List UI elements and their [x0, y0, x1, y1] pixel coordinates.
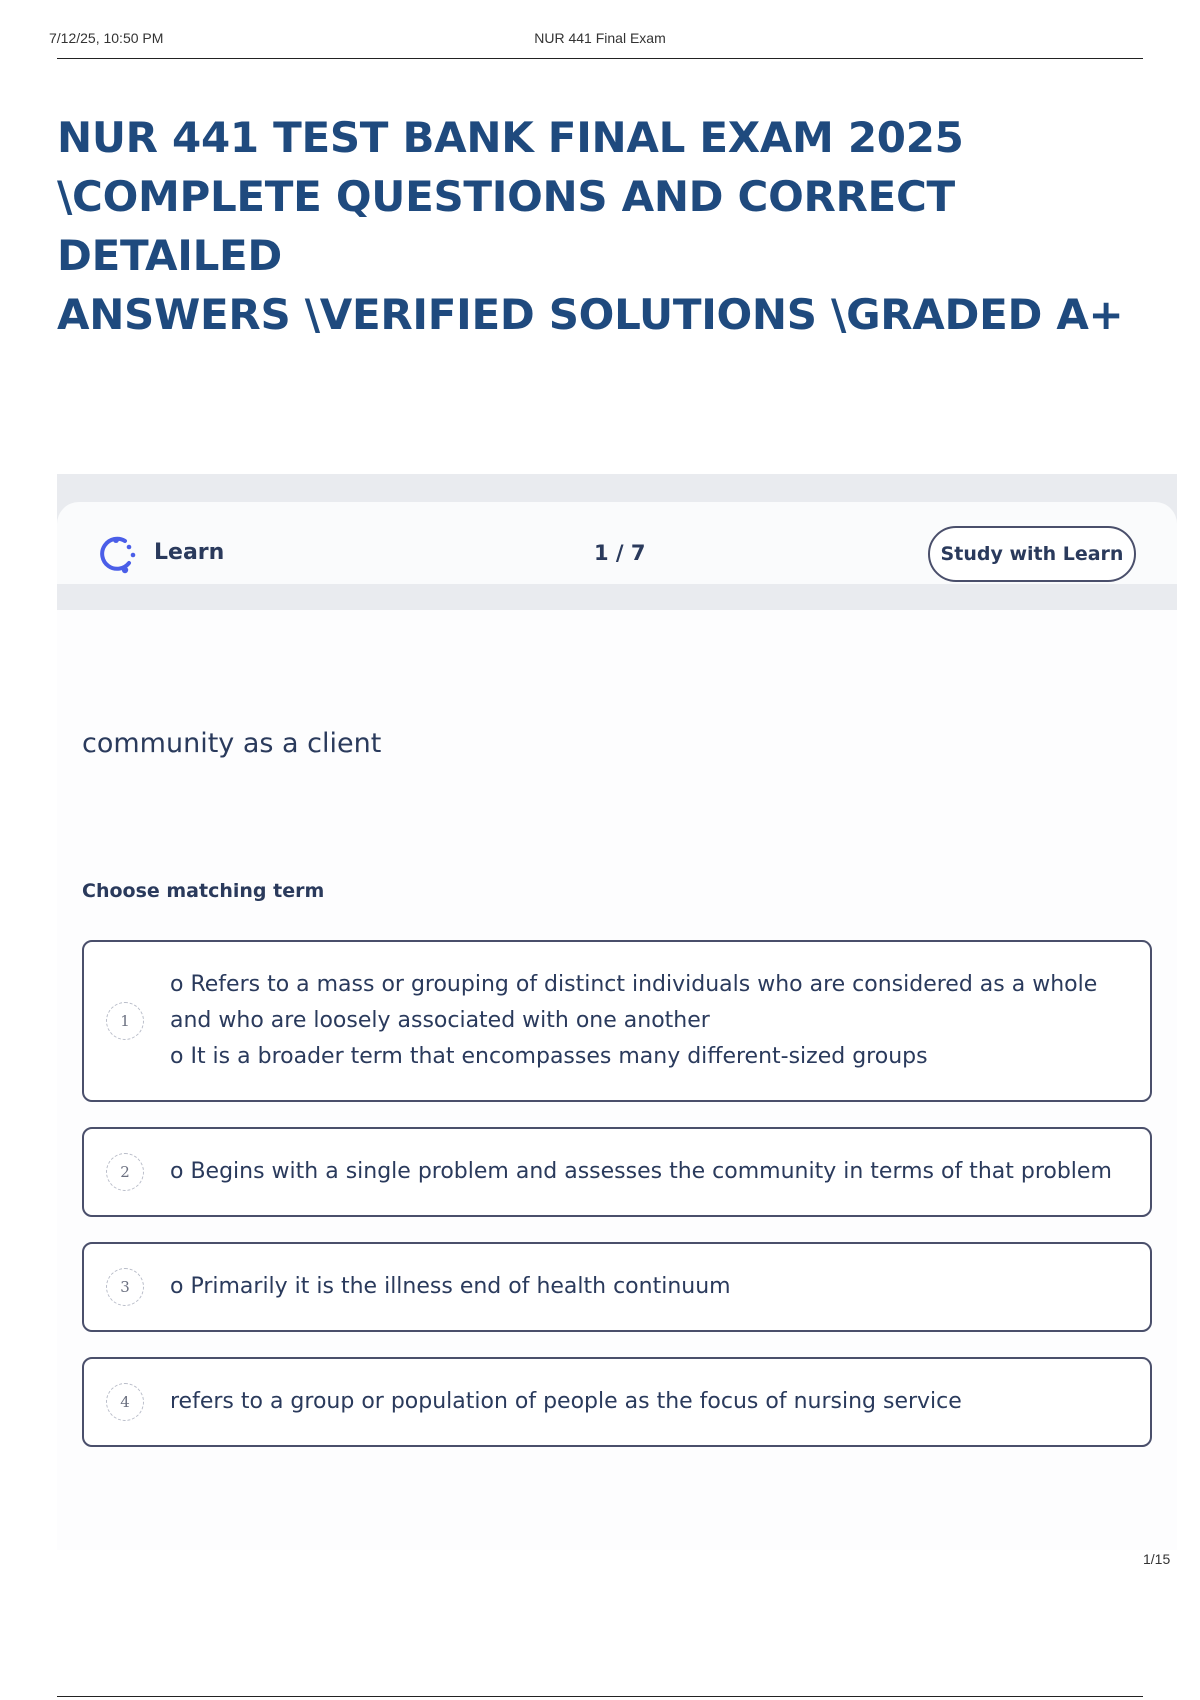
- page-title: [57, 108, 1157, 344]
- learn-loop-icon: [95, 533, 139, 577]
- answer-option-3[interactable]: [82, 1242, 1152, 1332]
- title-line-1: NUR 441 TEST BANK FINAL EXAM 2025: [57, 113, 964, 162]
- answer-option-4[interactable]: [82, 1357, 1152, 1447]
- question-prompt: community as a client: [82, 728, 382, 759]
- print-datetime: 7/12/25, 10:50 PM: [49, 30, 164, 46]
- study-with-learn-button[interactable]: Study with Learn: [928, 526, 1136, 582]
- option-text-line: o Primarily it is the illness end of health continuum: [170, 1274, 731, 1299]
- option-number-badge: 2: [106, 1153, 144, 1191]
- option-text: [170, 967, 1110, 1075]
- page-number: 1/15: [1143, 1551, 1171, 1567]
- option-text: [170, 1269, 1110, 1305]
- option-text: [170, 1154, 1110, 1190]
- answer-option-1[interactable]: [82, 940, 1152, 1102]
- option-text-line: o Begins with a single problem and assesses the community in terms of that problem: [170, 1159, 1112, 1184]
- footer-divider: [57, 1696, 1143, 1697]
- option-text-line: refers to a group or population of people as the focus of nursing service: [170, 1389, 962, 1414]
- question-instruction: Choose matching term: [82, 880, 325, 902]
- learn-label: Learn: [154, 540, 225, 565]
- option-number-badge: 4: [106, 1383, 144, 1421]
- option-text-line: o It is a broader term that encompasses many different-sized groups: [170, 1044, 928, 1069]
- answer-option-2[interactable]: [82, 1127, 1152, 1217]
- title-line-3: ANSWERS \VERIFIED SOLUTIONS \GRADED A+: [57, 290, 1124, 339]
- print-document-title: NUR 441 Final Exam: [534, 30, 666, 46]
- option-text-line: o Refers to a mass or grouping of distinct individuals who are considered as a whole: [170, 972, 1098, 997]
- option-number-badge: 3: [106, 1268, 144, 1306]
- progress-counter: 1 / 7: [594, 541, 646, 565]
- option-text-line: and who are loosely associated with one another: [170, 1008, 710, 1033]
- print-header: [49, 30, 1143, 59]
- title-line-2: \COMPLETE QUESTIONS AND CORRECT DETAILED: [57, 172, 955, 280]
- option-text: [170, 1384, 1110, 1420]
- option-number-badge: 1: [106, 1002, 144, 1040]
